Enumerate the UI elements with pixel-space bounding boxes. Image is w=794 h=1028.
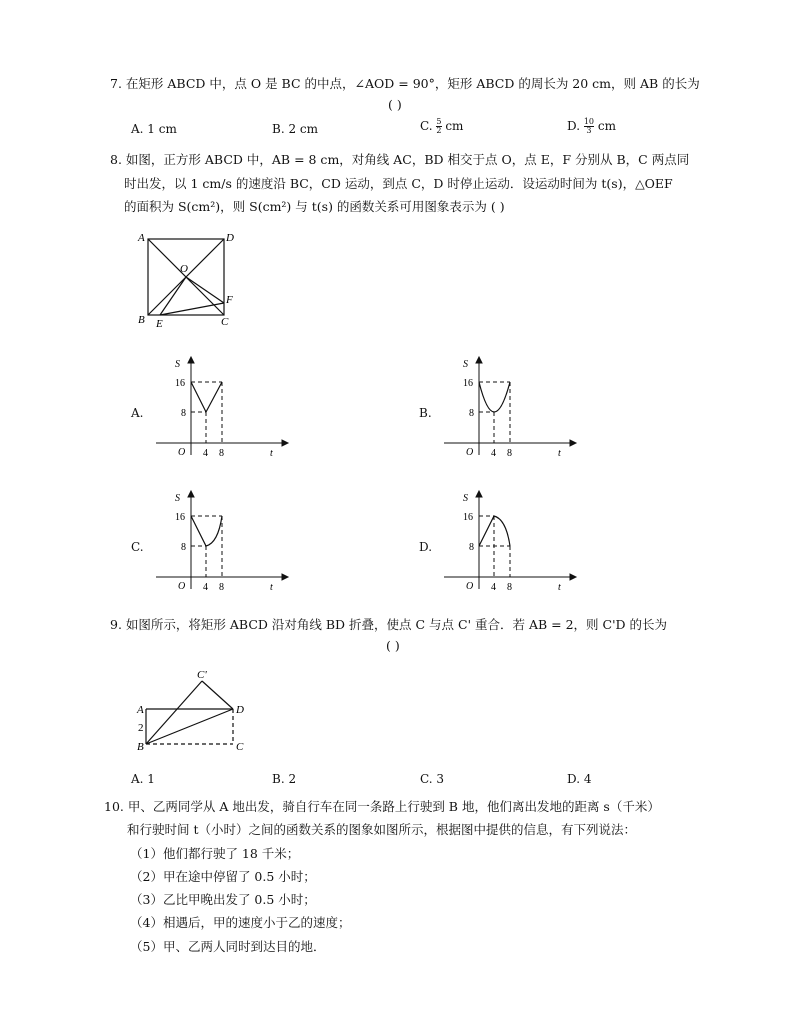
y-label: S (175, 359, 180, 370)
q8-graph-a (150, 355, 290, 465)
y-axis-arrow (188, 491, 194, 497)
q7-option-c-prefix: C. (420, 119, 433, 133)
segment-of (186, 277, 224, 303)
segment-oe (160, 277, 186, 315)
q10-statement-4: （4）相遇后，甲的速度小于乙的速度； (130, 915, 351, 930)
q10-statement-3: （3）乙比甲晚出发了 0.5 小时； (130, 892, 316, 907)
label-f: F (226, 294, 233, 306)
y-axis-arrow (476, 491, 482, 497)
q7-option-c-fraction (436, 118, 441, 135)
q8-graph-b (438, 355, 578, 465)
x-tick-4: 4 (203, 448, 208, 459)
q8-graph-d (438, 489, 578, 599)
x-label: t (558, 582, 561, 593)
x-label: t (270, 582, 273, 593)
label-c: C (221, 316, 229, 328)
y-label: S (463, 359, 468, 370)
x-label: t (270, 448, 273, 459)
label-a: A (138, 232, 145, 244)
x-axis-arrow (282, 574, 288, 580)
q7-option-d-denominator: 3 (584, 126, 594, 135)
y-tick-8: 8 (469, 542, 474, 553)
q8-graph-c-option: C. (131, 540, 144, 554)
q7-option-c-unit: cm (445, 119, 464, 133)
x-axis-arrow (570, 574, 576, 580)
x-label: t (558, 448, 561, 459)
y-axis-arrow (476, 357, 482, 363)
q9-option-b: B. 2 (272, 772, 297, 786)
q10-statement-1: （1）他们都行驶了 18 千米； (130, 846, 300, 861)
diagonal-bd (146, 709, 233, 744)
q9-option-a: A. 1 (131, 772, 155, 786)
q7-option-b: B. 2 cm (272, 122, 318, 136)
y-axis-arrow (188, 357, 194, 363)
label-o: O (180, 263, 188, 275)
origin-label: O (466, 447, 474, 458)
q8-graph-a-option: A. (131, 406, 144, 420)
q7-answer-bracket: ( ) (388, 97, 402, 112)
q7-option-c-denominator: 2 (436, 126, 442, 135)
x-axis-arrow (282, 440, 288, 446)
q9-answer-bracket: ( ) (386, 638, 400, 653)
segment-bc-prime (146, 681, 202, 744)
q8-graph-d-option: D. (419, 540, 433, 554)
graph-curve (191, 382, 222, 412)
q9-option-d: D. 4 (567, 772, 592, 786)
x-tick-4: 4 (491, 448, 496, 459)
segment-c-prime-d (202, 681, 233, 709)
origin-label: O (178, 447, 186, 458)
q7-stem: 7. 在矩形 ABCD 中，点 O 是 BC 的中点，∠AOD = 90°，矩形 ABCD 的周长为 20 cm，则 AB 的长为 (110, 76, 700, 91)
graph-curve (479, 382, 510, 412)
q10-statement-5: （5）甲、乙两人同时到达目的地． (130, 939, 326, 954)
y-tick-16: 16 (463, 512, 473, 523)
q9-option-c: C. 3 (420, 772, 445, 786)
x-tick-8: 8 (219, 582, 224, 593)
q9-stem: 9. 如图所示，将矩形 ABCD 沿对角线 BD 折叠，使点 C 与点 C' 重合．若 AB = 2，则 C'D 的长为 (110, 617, 668, 632)
q7-option-d-fraction (584, 118, 594, 135)
q8-graph-c (150, 489, 290, 599)
q8-stem-line-3: 的面积为 S(cm²)，则 S(cm²) 与 t(s) 的函数关系可用图象表示为 ( ) (124, 199, 505, 214)
label-d: D (236, 704, 244, 716)
q8-stem-line-2: 时出发，以 1 cm/s 的速度沿 BC，CD 运动，到点 C，D 时停止运动．设运动时间为 t(s)，△OEF (124, 176, 673, 191)
y-label: S (463, 493, 468, 504)
q9-fold-figure (130, 666, 260, 758)
y-tick-8: 8 (469, 408, 474, 419)
graph-curve (191, 516, 222, 546)
segment-ef (160, 303, 224, 315)
q10-stem-line-2: 和行驶时间 t（小时）之间的函数关系的图象如图所示，根据图中提供的信息，有下列说法： (127, 822, 636, 837)
y-tick-8: 8 (181, 408, 186, 419)
q7-option-c-numerator: 5 (436, 117, 442, 126)
y-tick-16: 16 (463, 378, 473, 389)
y-tick-8: 8 (181, 542, 186, 553)
origin-label: O (466, 581, 474, 592)
q7-option-d (567, 118, 616, 135)
x-tick-4: 4 (491, 582, 496, 593)
label-b: B (138, 314, 145, 326)
label-c: C (236, 741, 244, 753)
label-c-prime: C' (197, 669, 207, 681)
q7-option-c (420, 118, 463, 135)
x-tick-8: 8 (507, 582, 512, 593)
q7-option-d-unit: cm (597, 119, 616, 133)
label-a: A (137, 704, 144, 716)
q8-square-figure (130, 225, 250, 335)
origin-label: O (178, 581, 186, 592)
x-tick-4: 4 (203, 582, 208, 593)
label-d: D (226, 232, 234, 244)
q7-option-d-prefix: D. (567, 119, 581, 133)
q10-statement-2: （2）甲在途中停留了 0.5 小时； (130, 869, 316, 884)
label-b: B (137, 741, 144, 753)
x-axis-arrow (570, 440, 576, 446)
q8-stem-line-1: 8. 如图，正方形 ABCD 中，AB = 8 cm，对角线 AC，BD 相交于点 O，点 E，F 分别从 B，C 两点同 (110, 152, 690, 167)
label-side-length: 2 (138, 722, 144, 734)
y-label: S (175, 493, 180, 504)
q10-stem-line-1: 10. 甲、乙两同学从 A 地出发，骑自行车在同一条路上行驶到 B 地，他们离出发地的距离 s（千米） (104, 799, 660, 814)
x-tick-8: 8 (507, 448, 512, 459)
label-e: E (156, 318, 163, 330)
q8-graph-b-option: B. (419, 406, 432, 420)
q7-option-a: A. 1 cm (131, 122, 177, 136)
q7-option-d-numerator: 10 (583, 117, 595, 126)
x-tick-8: 8 (219, 448, 224, 459)
y-tick-16: 16 (175, 512, 185, 523)
y-tick-16: 16 (175, 378, 185, 389)
